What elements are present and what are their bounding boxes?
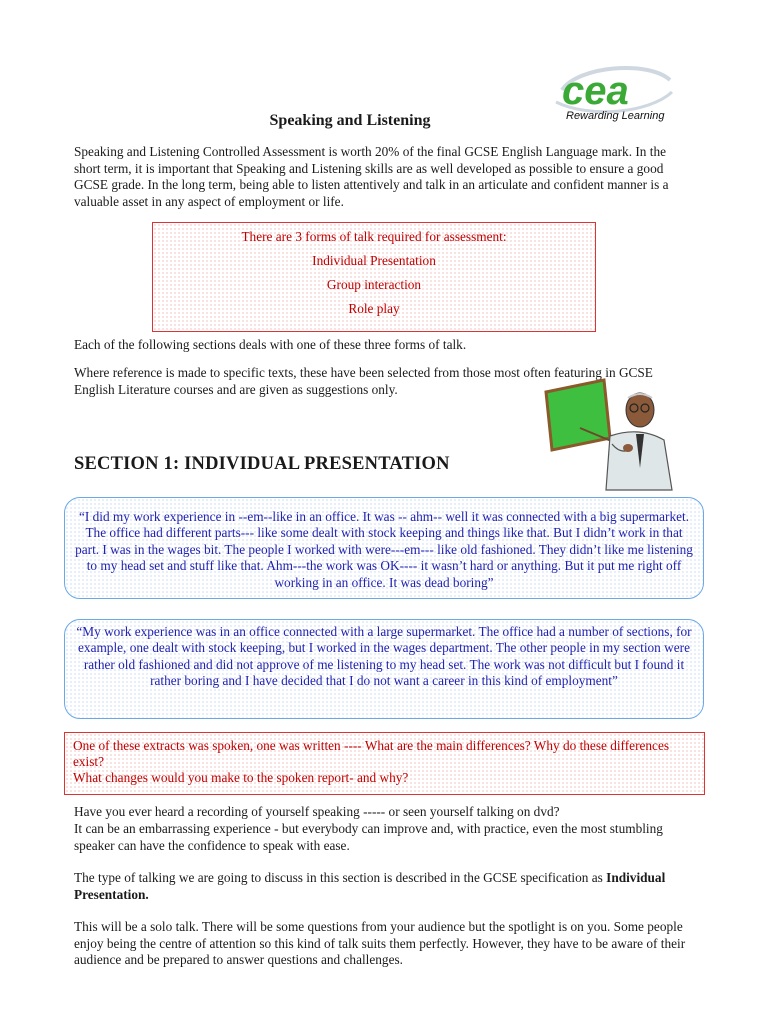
page-title: Speaking and Listening: [269, 112, 431, 129]
sections-note: Each of the following sections deals with one of these three forms of talk.: [74, 337, 467, 352]
spoken-extract-box: [64, 497, 704, 599]
question-line-2: What changes would you make to the spoken report- and why?: [73, 770, 409, 785]
forms-of-talk-box: [152, 222, 596, 332]
section-1-heading: SECTION 1: INDIVIDUAL PRESENTATION: [74, 454, 450, 474]
form-item-roleplay: Role play: [348, 301, 400, 316]
logo-tagline: Rewarding Learning: [566, 110, 665, 122]
intro-paragraph: Speaking and Listening Controlled Assessment is worth 20% of the final GCSE English Language mark. In the short term, it is important that Speaking and Listening skills are as well developed as possible to ensure a good GCSE grade. In the long term, being able to listen attentively and talk in an articulate and confident manner is a valuable asset in any aspect of employment or life.: [74, 144, 669, 209]
logo-wordmark: cea: [562, 69, 629, 113]
solo-talk-paragraph: This will be a solo talk. There will be some questions from your audience but the spotlight is on you. Some people enjoy being the centre of attention so this kind of talk suits them perfectly. However, they have to be aware of their audience and be prepared to answer questions and challenges.: [74, 919, 686, 967]
forms-heading: There are 3 forms of talk required for assessment:: [241, 229, 507, 244]
teacher-illustration: [540, 378, 680, 494]
question-box: [64, 732, 705, 795]
spec-text: The type of talking we are going to discuss in this section is described in the GCSE specification as: [74, 870, 603, 885]
texts-note: Where reference is made to specific texts, these have been selected from those most often featuring in GCSE English Literature courses and are given as suggestions only.: [74, 365, 653, 397]
written-extract-text: “My work experience was in an office connected with a large supermarket. The office had a number of sections, for example, one dealt with stock keeping, but I worked in the wages department. The other people in my section were rather old fashioned and did not approve of me listening to my head set. The work was not difficult but I found it rather boring and I have decided that I do not want a career in this kind of employment”: [76, 624, 692, 689]
spec-bold: Individual Presentation.: [74, 870, 666, 902]
recording-line-1: Have you ever heard a recording of yourself speaking ----- or seen yourself talking on dvd?: [74, 804, 560, 819]
spec-paragraph: [74, 870, 704, 903]
spoken-extract-text: “I did my work experience in --em--like in an office. It was -- ahm-- well it was connected with a big supermarket. The office had different parts--- like some dealt with stock keeping and things like that. But I didn’t work in that part. I was in the wages bit. The people I worked with were---em--- like old fashioned. They didn’t like me listening to my head set and stuff like that. Ahm---the work was OK---- it wasn’t hard or anything. But it put me right off working in an office. It was dead boring”: [75, 509, 693, 590]
form-item-group: Group interaction: [326, 277, 422, 292]
recording-line-2: It can be an embarrassing experience - but everybody can improve and, with practice, even the most stumbling speaker can have the confidence to speak with ease.: [74, 821, 663, 853]
written-extract-box: [64, 619, 704, 719]
question-line-1: One of these extracts was spoken, one was written ---- What are the main differences? Why do these differences exist?: [73, 738, 670, 769]
form-item-individual: Individual Presentation: [312, 253, 436, 268]
